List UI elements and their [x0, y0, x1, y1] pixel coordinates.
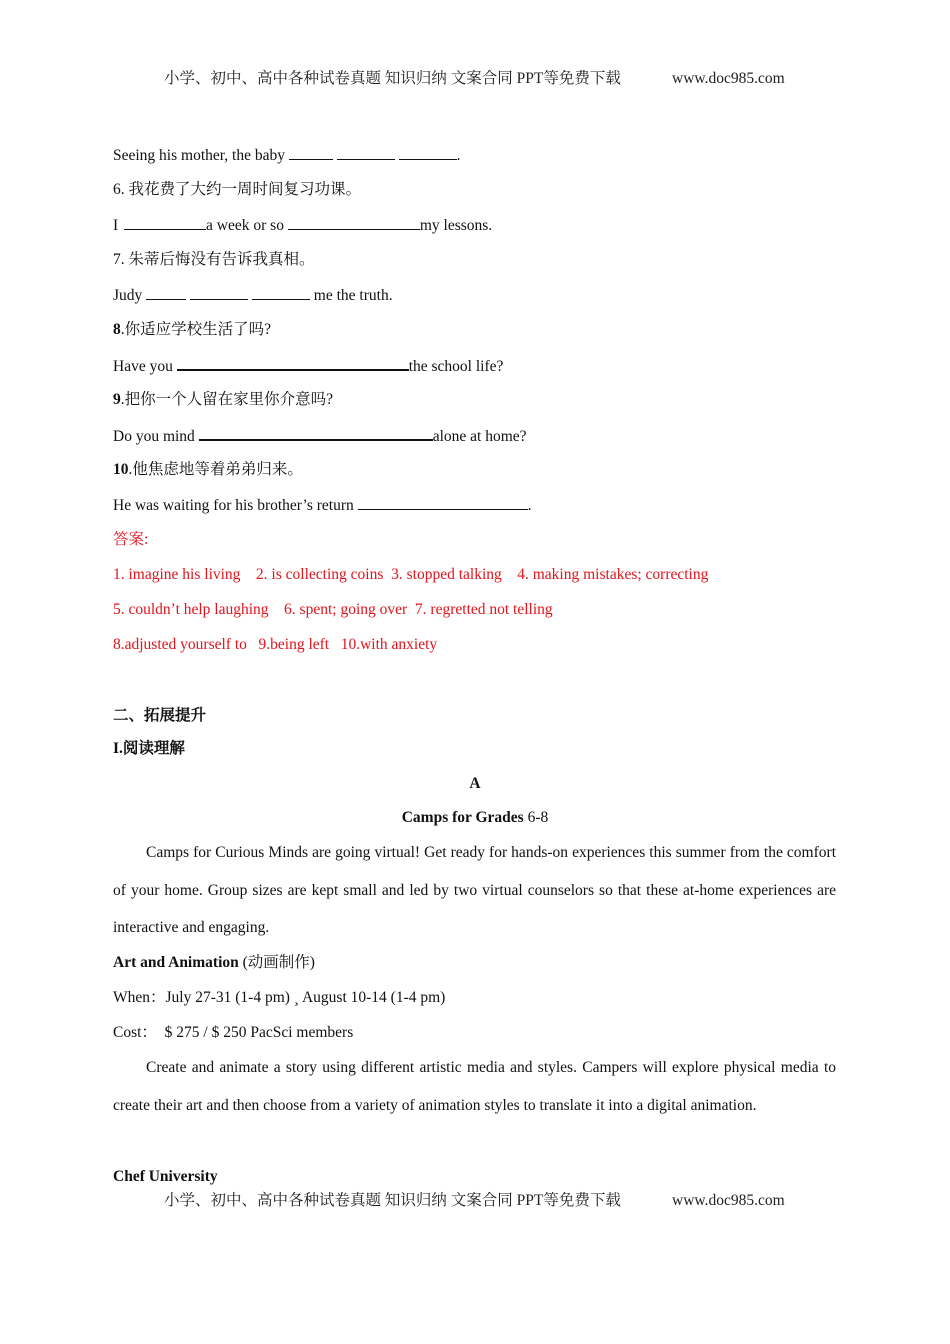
blank: [399, 145, 457, 160]
blank: [124, 215, 206, 230]
camp-name-chinese: (动画制作): [238, 954, 315, 971]
exercise-text: He was waiting for his brother’s return: [113, 497, 354, 514]
blank: [146, 285, 186, 300]
exercise-text: my lessons.: [419, 217, 493, 234]
passage-intro: Camps for Curious Minds are going virtual! Get ready for hands-on experiences this summer from the comfort of your home. Group sizes are kept small and led by two virtual counselors so that these at-home experiences are interactive and engaging.: [113, 844, 836, 936]
exercise-5-english: [113, 145, 461, 166]
camp-1-when: When：July 27-31 (1-4 pm) ¸ August 10-14 (1-4 pm): [113, 989, 446, 1006]
exercise-prompt: .他焦虑地等着弟弟归来。: [128, 461, 303, 478]
passage-title: [0, 808, 950, 828]
camp-1-description: Create and animate a story using different artistic media and styles. Campers will explore physical media to create their art and then choose from a variety of animation styles to translate it into a digital animation.: [113, 1059, 836, 1114]
footer-url: www.doc985.com: [672, 1192, 785, 1209]
exercise-prompt: .你适应学校生活了吗?: [120, 321, 272, 338]
exercise-number: 7.: [113, 251, 125, 268]
exercise-prompt: 我花费了大约一周时间复习功课。: [124, 181, 362, 198]
camp-1-heading: [113, 953, 315, 973]
exercise-text: the school life?: [408, 358, 504, 375]
blank: [199, 425, 433, 441]
blank: [337, 145, 395, 160]
blank: [288, 215, 420, 230]
camp-name: Art and Animation: [113, 954, 239, 971]
exercise-prompt: .把你一个人留在家里你介意吗?: [120, 391, 334, 408]
exercise-prompt: 朱蒂后悔没有告诉我真相。: [124, 251, 315, 268]
exercise-text: alone at home?: [432, 428, 527, 445]
header-text: 小学、初中、高中各种试卷真题 知识归纳 文案合同 PPT等免费下载: [164, 70, 621, 87]
exercise-6-chinese: [113, 180, 361, 200]
blank: [358, 495, 528, 510]
exercise-text: a week or so: [206, 217, 284, 234]
exercise-number: 10: [113, 461, 129, 478]
exercise-text: Have you: [113, 358, 173, 375]
exercise-text: me the truth.: [313, 287, 393, 304]
exercise-8-english: [113, 355, 503, 377]
answers-line-1: 1. imagine his living 2. is collecting coins 3. stopped talking 4. making mistakes; correcting: [113, 566, 709, 583]
exercise-text: .: [456, 147, 461, 164]
exercise-8-chinese: [113, 320, 271, 340]
exercise-text: I: [113, 217, 119, 234]
exercise-7-chinese: [113, 250, 315, 270]
blank: [289, 145, 333, 160]
exercise-9-english: [113, 425, 527, 447]
blank: [177, 355, 409, 371]
section-title: 二、拓展提升: [113, 707, 207, 724]
exercise-6-english: [113, 215, 492, 236]
blank: [190, 285, 248, 300]
exercise-9-chinese: [113, 390, 333, 410]
exercise-text: Judy: [113, 287, 143, 304]
exercise-text: Seeing his mother, the baby: [113, 147, 285, 164]
answers-line-2: 5. couldn’t help laughing 6. spent; going over 7. regretted not telling: [113, 601, 553, 618]
exercise-number: 6.: [113, 181, 125, 198]
exercise-number: 8: [113, 321, 121, 338]
passage-title-main: Camps for Grades: [401, 809, 524, 826]
exercise-7-english: [113, 285, 393, 306]
answers-line-3: 8.adjusted yourself to 9.being left 10.with anxiety: [113, 636, 438, 653]
camp-2-heading: Chef University: [113, 1168, 218, 1185]
exercise-number: 9: [113, 391, 121, 408]
blank: [252, 285, 310, 300]
passage-letter: A: [469, 775, 481, 792]
exercise-10-chinese: [113, 460, 303, 480]
exercise-10-english: [113, 495, 532, 516]
answers-label: 答案:: [113, 531, 149, 548]
footer-text: 小学、初中、高中各种试卷真题 知识归纳 文案合同 PPT等免费下载: [164, 1192, 621, 1209]
section-subtitle: I.阅读理解: [113, 740, 185, 757]
camp-1-cost: Cost： $ 275 / $ 250 PacSci members: [113, 1024, 354, 1041]
exercise-text: Do you mind: [113, 428, 195, 445]
passage-title-grades: 6-8: [523, 809, 549, 826]
exercise-text: .: [527, 497, 532, 514]
header-url: www.doc985.com: [672, 70, 785, 87]
